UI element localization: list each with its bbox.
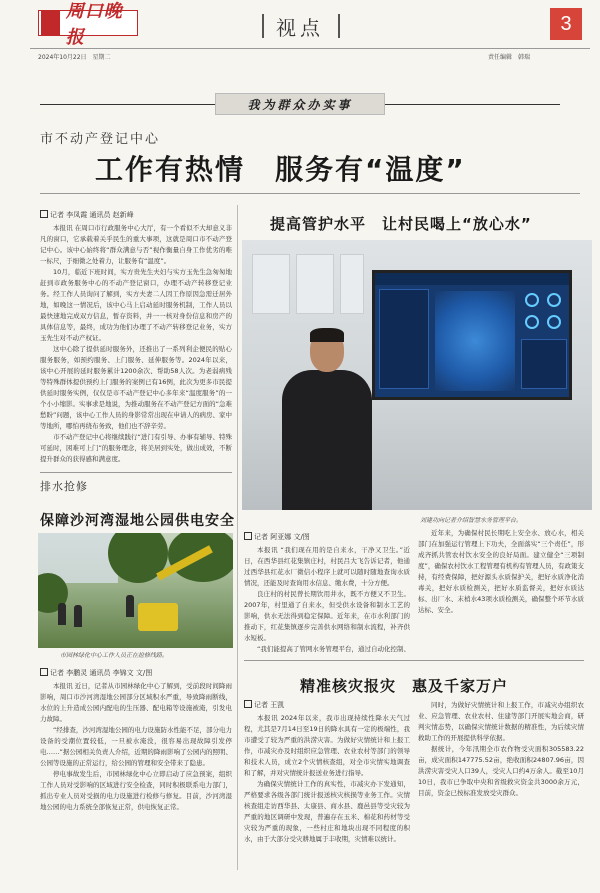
story3-paragraph: “经排查，沙河湾湿地公园的电力设施防水性能不足，部分电力设备的受潮位置较低，一旦被水淹没，很容易出现故障引发停电……”据公园相关负责人介绍，近期的降雨影响了公园内的照明、公园等设施的正常运行，给公园的管理和安全带来了隐患。 xyxy=(40,726,232,767)
story2-title: 提高管护水平 让村民喝上“放心水” xyxy=(270,215,532,233)
wall-panel xyxy=(252,254,290,314)
wall-panel xyxy=(340,254,364,314)
story1-paragraph: 市不动产登记中心将继续践行“进门有引导、办事有辅导、特殊可延时，困难可上门”的服务理念，将美居到实处，做出成效，不断提升群众的获得感和满意度。 xyxy=(40,433,232,463)
worker-figure xyxy=(126,595,134,617)
logo-text: 周口晚报 xyxy=(65,1,123,48)
story3-body xyxy=(40,681,232,871)
story3-photo-caption: 市园林绿化中心工作人员正在抢修线路。 xyxy=(60,652,169,659)
story4-paragraph: 本报讯 2024年以来，我市出现持续性降水天气过程，尤其是7月14日至19日的降水具有一定的极端性，我市遭受了较为严重的洪涝灾害。为做好灾情统计和上报工作，市减灾办及时组织应急管理、农业农村等部门的领导和技术人员，成立2个灾情核查组，对全市灾情实地调查和了解，并对灾情统计报送业务进行指导。 xyxy=(244,714,410,777)
story1-byline: 记者 李凤霞 通讯员 赵新峰 xyxy=(40,210,134,220)
issue-date: 2024年10月22日 星期二 xyxy=(38,54,111,61)
masthead xyxy=(0,0,600,62)
worker-figure xyxy=(58,603,66,625)
story2-body-col1 xyxy=(244,545,410,653)
story3-kicker: 排水抢修 xyxy=(40,480,88,493)
person-figure xyxy=(282,330,372,510)
story3-rule xyxy=(40,472,232,473)
screen-header xyxy=(375,273,569,285)
story4-paragraph: 同时，为做好灾情统计和上报工作，市减灾办组织农业、应急管理、农业农村、住建等部门开展实地会商，研判灾情态势，以确保灾情统计数据的精准性，为后续灾情救助工作的开展提供科学依据。 xyxy=(418,701,584,742)
banner-rule-left xyxy=(40,104,215,105)
person-body xyxy=(282,370,372,510)
story2-paragraph: “我们能提高了管网水务管理平台，通过自动化控制、 xyxy=(257,645,410,653)
story1-paragraph: 这中心除了提供延时服务外，还推出了一系列利企便民的贴心服务服务，如预约服务、上门服务、延伸服务等。2024年以来，该中心开展的延时服务累计1200余次、帮助58人次。为老弱病残等特殊群体提供预约上门服务的案例已有16例，此次为更多市民提供延时服务实例，仅仅是市不动产登记中心多年来“温度服务”的一个小小缩影。实事求是地说，为推动服务在不动产登记方面的“急难愁盼”问题，该中心工作人员的身影常常出现在申请人的病房、家中等地所，哪怕再绕布务致，他们也不辞辛劳。 xyxy=(40,345,232,430)
story3-paragraph: 本报讯 近日，记者从市园林绿化中心了解到，受前段时间降雨影响，周口市沙河湾湿地公园部分区域积水严重，导致降雨断线，水位的上升造成公园内配电的生压器、配电箱等设施被淹，引发电力故障。 xyxy=(40,682,232,723)
story2-paragraph: 近年来，为确保村民长期吃上安全水、放心水，相关部门在加强运行管理上下功夫，全面落实“三个责任”，形成齐抓共管农村饮水安全的良好局面。建立健全“三项制度”，确保农村饮水工程管理有机构有管理人员，有政策支持，有经费保障，把好源头水质保护关，把好水质净化消毒关，把好水质检测关，把好水质监督关，把好水质达标、出厂水、末梢水43项水质检测关，确保整个环节水质达标、安全。 xyxy=(418,529,584,614)
section-divider-left xyxy=(262,14,264,38)
column-divider xyxy=(237,205,238,870)
story2-paragraph: 良庄村的村民曾长期饮用井水，既不方便又不卫生。2007年，村里通了自来水，但受供水设备和制水工艺的影响，供水无法得到稳定保障。近年来，在市水利部门的推动下，红花集镇逐步完善供水网络和制水流程，补齐供水短板。 xyxy=(244,590,410,642)
gauge-icon xyxy=(547,315,561,329)
wall-panel xyxy=(296,254,334,314)
section-divider-right xyxy=(338,14,340,38)
story3-title: 保障沙河湾湿地公园供电安全 xyxy=(40,513,235,529)
story2-photo-caption: 刘建功向记者介绍智慧水务管理平台。 xyxy=(420,517,523,524)
story2-photo xyxy=(242,240,592,510)
story1-kicker: 市不动产登记中心 xyxy=(40,132,161,147)
gauge-icon xyxy=(547,293,561,307)
excavator xyxy=(138,603,178,631)
story4-body-col1 xyxy=(244,713,410,871)
banner-rule-right xyxy=(385,104,560,105)
monitoring-screen xyxy=(372,270,572,400)
story1-paragraph: 10月，临近下班时间，实方贵先生夫妇与实方玉先生急匆匆地赶到市政务服务中心的不动产登记窗口，办理不动产转移登记业务。经工作人员询问了解到，实方夫妻二人因工作原因急需迁居外地，如晚这一情况后，该中心马上启动延时服务机制，工作人员以最快速地完成双方信息，暂存资料，并一一核对身份信息和房产的具体信息等，最终，成功为他们办理了不动产转移登记业务，实方玉先生对不动产权证。 xyxy=(40,268,232,342)
story4-title: 精准核灾报灾 惠及千家万户 xyxy=(300,677,509,695)
worker-figure xyxy=(74,605,82,627)
story3-paragraph: 停电事故发生后，市园林绿化中心立即启动了应急预案，组织工作人员对受影响的区域进行安全检查，同时积极联系电力部门，抓出专业人员对受损的电力设施进行检修与修复。目前，沙河湾湿地公园的电力系统全部恢复正常，供电恢复正常。 xyxy=(40,770,232,811)
story2-paragraph: 本报讯 “我们现在用的是自来水，干净又卫生。”近日，在西华县红花集镇庄村，村民吕大飞告诉记者，他通过西华县红花水厂微信小程序上就可以随时随地查询水质情况，还能及时查询用水信息、缴水费，十分方便。 xyxy=(244,546,410,587)
story1-body xyxy=(40,223,232,469)
section-name: 视点 xyxy=(276,16,324,40)
story4-paragraph: 为确保灾情统计工作的真实性，市减灾办下发通知，严格要求各级各部门统计报送核灾核损等业务工作。灾情核查组走访西华县、太康县、商水县、鹿邑县等受灾较为严重的地区调研中发现，普遍存在玉米、棉花和药材等受灾较为严重的现象，一些村庄和地块出现不同程度的积水，由于大部分受灾耕地属于丰收期，灾情难以统计。 xyxy=(244,780,410,843)
story1-paragraph: 本报讯 在周口市行政服务中心大厅，有一个看似不大却意义非凡的窗口，它承载着关乎民生的重大事项，这就是周口市不动产登记中心。该中心始终将“群众满意与否”视作衡量自身工作优劣的唯一标尺，于细微之处着力，让服务有“温度”。 xyxy=(40,224,232,265)
person-hair xyxy=(310,328,344,342)
story4-byline: 记者 王凯 xyxy=(244,700,284,710)
story3-byline: 记者 李鹏灵 通讯员 李锦文 文/图 xyxy=(40,668,152,678)
gauge-icon xyxy=(525,293,539,307)
screen-panel xyxy=(379,289,429,389)
story2-body-col2 xyxy=(418,528,584,653)
story3-photo xyxy=(38,533,233,648)
screen-panel xyxy=(521,339,567,389)
story4-rule xyxy=(244,660,584,661)
logo-mark-icon xyxy=(41,11,60,35)
story4-body-col2 xyxy=(418,700,584,871)
title-rule xyxy=(40,193,580,194)
column-banner: 我为群众办实事 xyxy=(215,93,385,115)
newspaper-logo xyxy=(38,1,138,48)
story2-byline: 记者 阿亚娜 文/图 xyxy=(244,532,310,542)
screen-map xyxy=(435,291,515,391)
story4-paragraph: 据统计，今年汛期全市农作物受灾面积305583.22亩，成灾面积147775.52亩，绝收面积24807.96亩，因洪涝灾害受灾人口39人，受灾人口约4万余人。截至10月10日，我市已争取中央和省级救灾资金共3000余万元，目前，资金已按标准发放受灾群众。 xyxy=(418,745,584,797)
story1-title: 工作有热情 服务有“温度” xyxy=(95,153,466,186)
page-number: 3 xyxy=(550,8,582,40)
gauge-icon xyxy=(525,315,539,329)
editor-credit: 责任编辑 韩瑞 xyxy=(487,54,530,61)
header-rule xyxy=(30,48,590,49)
